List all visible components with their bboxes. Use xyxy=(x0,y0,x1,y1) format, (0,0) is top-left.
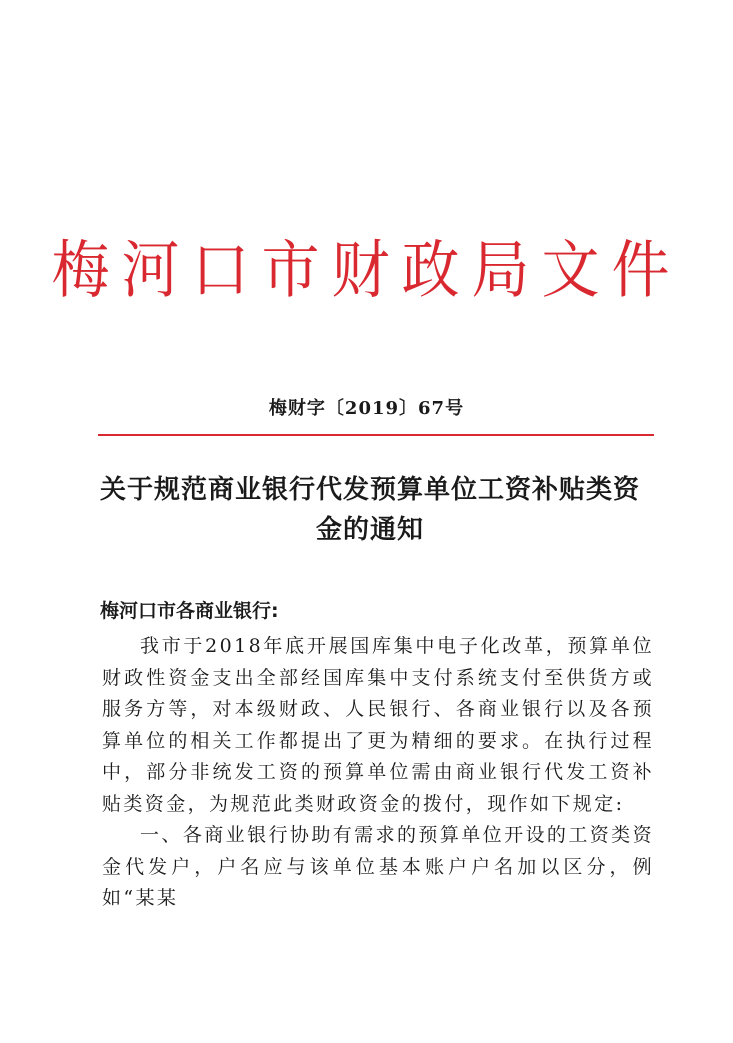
document-body xyxy=(102,631,654,915)
body-paragraph-2: 一、各商业银行协助有需求的预算单位开设的工资类资金代发户，户名应与该单位基本账户户名加以区分，例如“某某 xyxy=(102,824,654,909)
document-title: 关于规范商业银行代发预算单位工资补贴类资金的通知 xyxy=(99,475,640,545)
body-paragraph-1: 我市于2018年底开展国库集中电子化改革，预算单位财政性资金支出全部经国库集中支付系统支付至供货方或服务方等，对本级财政、人民银行、各商业银行以及各预算单位的相关工作都提出了更为精细的要求。在执行过程中，部分非统发工资的预算单位需由商业银行代发工资补贴类资金，为规范此类财政资金的拨付，现作如下规定: xyxy=(102,635,654,815)
document-number: 梅财字〔2019〕67号 xyxy=(268,398,465,419)
salutation: 梅河口市各商业银行: xyxy=(100,600,279,622)
document-header: 梅河口市财政局文件 xyxy=(51,233,682,307)
red-divider-line xyxy=(98,434,654,436)
